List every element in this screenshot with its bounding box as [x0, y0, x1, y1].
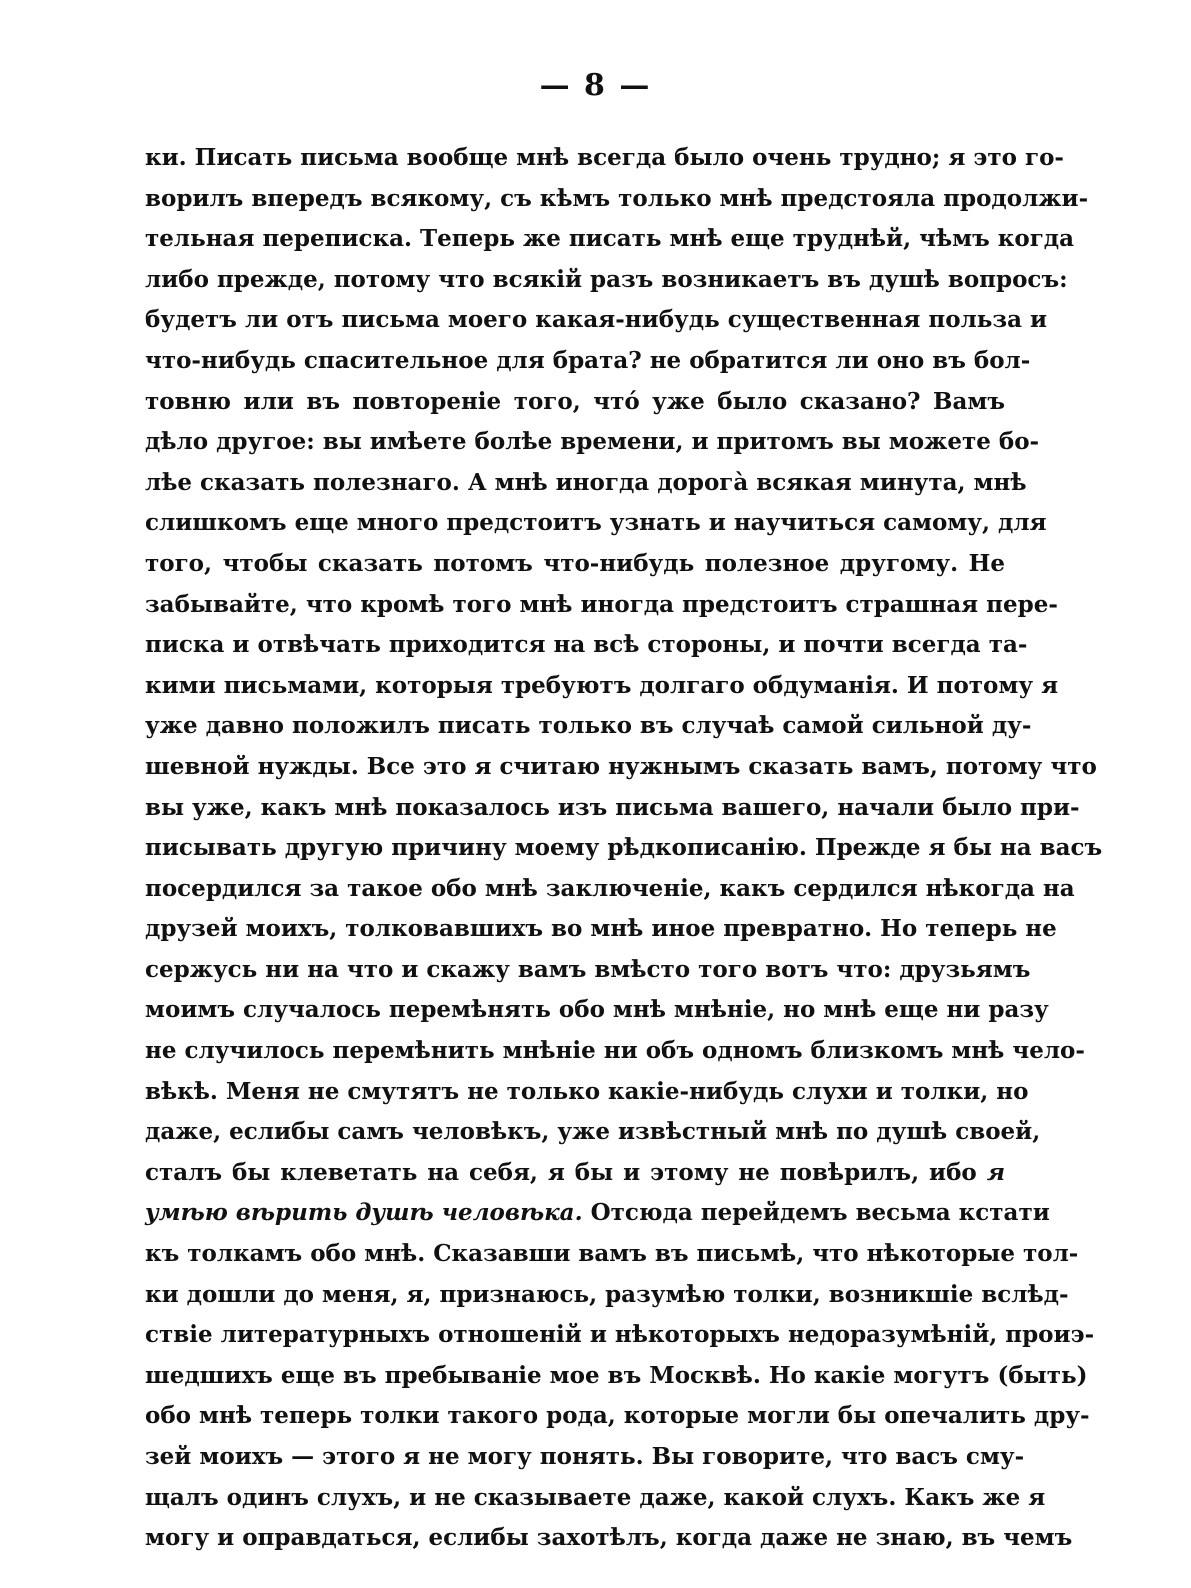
text-line: писка и отвѣчать приходится на всѣ стороны, и почти всегда та-	[145, 631, 1028, 659]
page-number: — 8 —	[539, 68, 652, 103]
text-line: друзей моихъ, толковавшихъ во мнѣ иное превратно. Но теперь не	[145, 915, 1057, 943]
text-line: дѣло другое: вы имѣете болѣе времени, и притомъ вы можете бо-	[145, 428, 1040, 456]
text-line: либо прежде, потому что всякій разъ возникаетъ въ душѣ вопросъ:	[145, 265, 1068, 293]
text-line: даже, еслибы самъ человѣкъ, уже извѣстный мнѣ по душѣ своей,	[145, 1118, 1041, 1146]
text-line: кими письмами, которыя требуютъ долгаго обдуманія. И потому я	[145, 671, 1059, 699]
text-line: щалъ одинъ слухъ, и не сказываете даже, какой слухъ. Какъ же я	[145, 1483, 1046, 1511]
text-line: шедшихъ еще въ пребываніе мое въ Москвѣ. Но какіе могутъ (быть)	[145, 1361, 1088, 1389]
text-line: уже давно положилъ писать только въ случаѣ самой сильной ду-	[145, 712, 1032, 740]
text-line-roman-part: Отсюда перейдемъ весьма кстати	[582, 1199, 1050, 1227]
text-line: сержусь ни на что и скажу вамъ вмѣсто того вотъ что: друзьямъ	[145, 955, 1031, 983]
text-line: вы уже, какъ мнѣ показалось изъ письма вашего, начали было при-	[145, 793, 1080, 821]
text-line: тельная переписка. Теперь же писать мнѣ еще труднѣй, чѣмъ когда	[145, 225, 1075, 253]
text-line-with-italic	[145, 1153, 1005, 1194]
text-line: моимъ случалось перемѣнять обо мнѣ мнѣніе, но мнѣ еще ни разу	[145, 996, 1049, 1024]
text-line: ствіе литературныхъ отношеній и нѣкоторыхъ недоразумѣній, проиэ-	[145, 1321, 1095, 1349]
text-line-with-italic	[145, 1193, 1050, 1234]
text-line-roman-part: сталъ бы клеветать на себя, я бы и этому не повѣрилъ, ибо	[145, 1158, 987, 1186]
body-text	[145, 138, 1103, 1559]
text-line: будетъ ли отъ письма моего какая-нибудь существенная польза и	[145, 306, 1048, 334]
text-line: писывать другую причину моему рѣдкописанію. Прежде я бы на васъ	[145, 834, 1103, 862]
italic-emphasis: умѣю вѣрить душѣ человѣка.	[145, 1199, 583, 1227]
text-line: ки. Писать письма вообще мнѣ всегда было очень трудно; я это го-	[145, 144, 1064, 171]
text-line: къ толкамъ обо мнѣ. Сказавши вамъ въ письмѣ, что нѣкоторые тол-	[145, 1240, 1079, 1268]
italic-emphasis: я	[986, 1158, 1005, 1186]
text-line: посердился за такое обо мнѣ заключеніе, какъ сердился нѣкогда на	[145, 874, 1075, 902]
text-line: лѣе сказать полезнаго. А мнѣ иногда дорога̀ всякая минута, мнѣ	[145, 468, 1027, 496]
text-line: вѣкѣ. Меня не смутятъ не только какіе-нибудь слухи и толки, но	[145, 1077, 1029, 1105]
text-line: что-нибудь спасительное для брата? не обратится ли оно въ бол-	[145, 346, 1031, 374]
text-line: слишкомъ еще много предстоитъ узнать и научиться самому, для	[145, 509, 1047, 537]
text-line: ворилъ впередъ всякому, съ кѣмъ только мнѣ предстояла продолжи-	[145, 184, 1089, 212]
text-line: могу и оправдаться, еслибы захотѣлъ, когда даже не знаю, въ чемъ	[145, 1524, 1073, 1552]
text-line: ки дошли до меня, я, признаюсь, разумѣю толки, возникшіе вслѣд-	[145, 1280, 1069, 1308]
text-line: обо мнѣ теперь толки такого рода, которые могли бы опечалить дру-	[145, 1402, 1090, 1430]
text-line: забывайте, что кромѣ того мнѣ иногда предстоитъ страшная пере-	[145, 590, 1058, 618]
text-line: того, чтобы сказать потомъ что-нибудь полезное другому. Не	[145, 549, 1005, 577]
text-line: не случилось перемѣнить мнѣніе ни объ одномъ близкомъ мнѣ чело-	[145, 1037, 1085, 1065]
text-line: шевной нужды. Все это я считаю нужнымъ сказать вамъ, потому что	[145, 752, 1097, 780]
text-line: товню или въ повтореніе того, что́ уже было сказано? Вамъ	[145, 387, 1005, 415]
text-line: зей моихъ — этого я не могу понять. Вы говорите, что васъ сму-	[145, 1443, 1025, 1470]
